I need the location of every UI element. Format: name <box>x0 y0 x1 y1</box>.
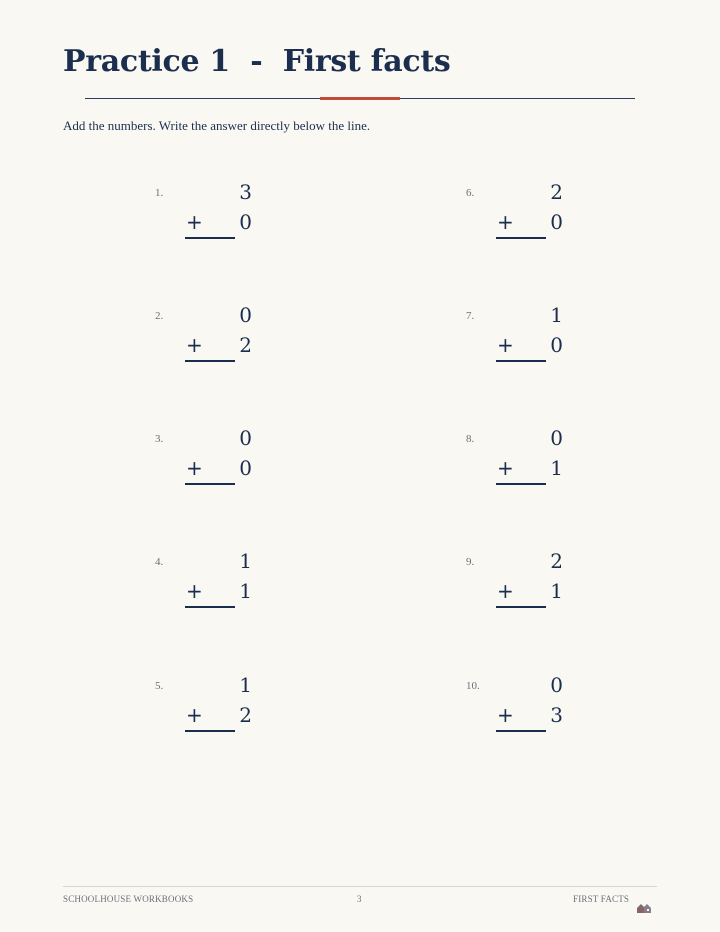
problem-1 <box>155 180 295 260</box>
footer-divider <box>63 886 657 887</box>
plus-sign: + <box>497 456 514 480</box>
answer-line[interactable] <box>185 730 235 732</box>
addend-bottom: 2 <box>239 333 252 357</box>
problem-number: 10. <box>466 680 480 692</box>
instructions: Add the numbers. Write the answer directly below the line. <box>63 118 371 133</box>
plus-sign: + <box>186 333 203 357</box>
page-title: Practice 1 - First facts <box>63 44 451 79</box>
addend-bottom: 0 <box>550 333 563 357</box>
problem-6 <box>466 180 606 260</box>
addend-top: 1 <box>239 549 252 573</box>
answer-line[interactable] <box>185 360 235 362</box>
title-divider-accent <box>320 97 400 100</box>
problem-5 <box>155 673 295 753</box>
answer-line[interactable] <box>496 237 546 239</box>
answer-line[interactable] <box>496 360 546 362</box>
addend-top: 0 <box>550 673 563 697</box>
plus-sign: + <box>186 579 203 603</box>
answer-line[interactable] <box>496 483 546 485</box>
schoolhouse-icon <box>636 899 652 918</box>
problem-9 <box>466 549 606 629</box>
problem-8 <box>466 426 606 506</box>
answer-line[interactable] <box>185 483 235 485</box>
footer-page-number: 3 <box>357 894 362 904</box>
addend-bottom: 1 <box>550 456 563 480</box>
plus-sign: + <box>186 210 203 234</box>
footer-publisher: SCHOOLHOUSE WORKBOOKS <box>63 894 194 904</box>
plus-sign: + <box>497 333 514 357</box>
addend-bottom: 0 <box>239 210 252 234</box>
addend-top: 0 <box>239 426 252 450</box>
answer-line[interactable] <box>185 237 235 239</box>
problem-number: 1. <box>155 187 164 199</box>
addend-bottom: 1 <box>550 579 563 603</box>
problem-2 <box>155 303 295 383</box>
problem-number: 4. <box>155 556 164 568</box>
addend-bottom: 0 <box>550 210 563 234</box>
addend-bottom: 2 <box>239 703 252 727</box>
answer-line[interactable] <box>185 606 235 608</box>
addend-top: 1 <box>239 673 252 697</box>
problem-number: 3. <box>155 433 164 445</box>
addend-bottom: 0 <box>239 456 252 480</box>
addend-bottom: 1 <box>239 579 252 603</box>
problem-3 <box>155 426 295 506</box>
plus-sign: + <box>497 703 514 727</box>
plus-sign: + <box>497 210 514 234</box>
addend-top: 0 <box>239 303 252 327</box>
answer-line[interactable] <box>496 730 546 732</box>
problem-number: 7. <box>466 310 475 322</box>
addend-top: 2 <box>550 180 563 204</box>
plus-sign: + <box>186 703 203 727</box>
plus-sign: + <box>186 456 203 480</box>
problem-7 <box>466 303 606 383</box>
problem-number: 2. <box>155 310 164 322</box>
addend-top: 3 <box>239 180 252 204</box>
answer-line[interactable] <box>496 606 546 608</box>
addend-bottom: 3 <box>550 703 563 727</box>
plus-sign: + <box>497 579 514 603</box>
footer-section: FIRST FACTS <box>573 894 630 904</box>
addend-top: 2 <box>550 549 563 573</box>
problem-number: 5. <box>155 680 164 692</box>
problem-number: 6. <box>466 187 475 199</box>
addend-top: 0 <box>550 426 563 450</box>
problem-4 <box>155 549 295 629</box>
addend-top: 1 <box>550 303 563 327</box>
problem-number: 9. <box>466 556 475 568</box>
problem-10 <box>466 673 606 753</box>
problem-number: 8. <box>466 433 475 445</box>
